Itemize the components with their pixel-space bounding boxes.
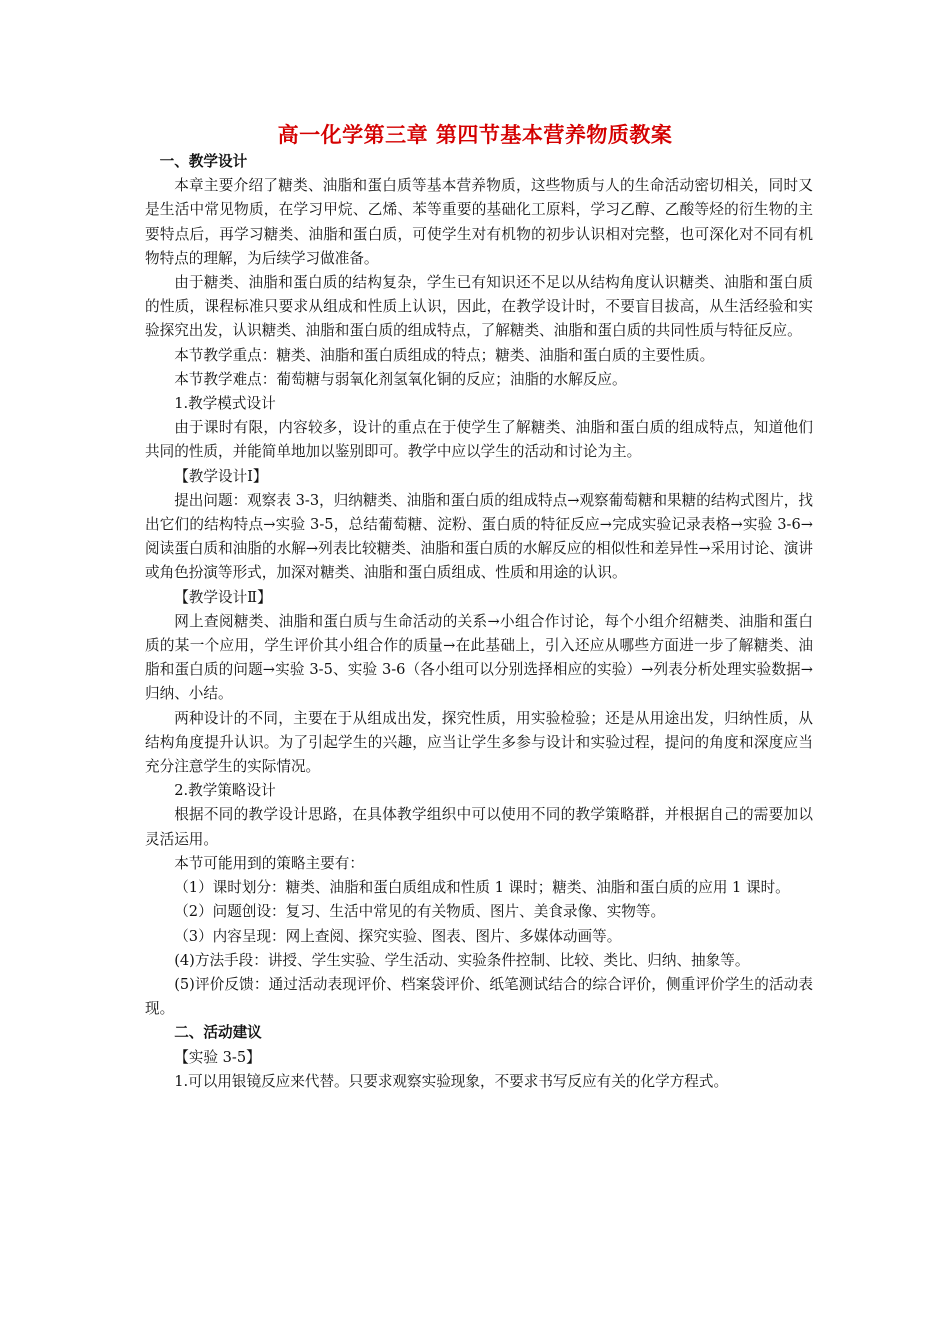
paragraph: 本节可能用到的策略主要有： [174, 854, 364, 872]
paragraph: 1.可以用银镜反应来代替。只要求观察实验现象，不要求书写反应有关的化学方程式。 [174, 1072, 729, 1090]
paragraph: 本章主要介绍了糖类、油脂和蛋白质等基本营养物质，这些物质与人的生命活动密切相关，同时又是生活中常见物质，在学习甲烷、乙烯、苯等重要的基础化工原料，学习乙醇、乙酸等烃的衍生物的主要特点后，再学习糖类、油脂和蛋白质，可使学生对有机物的初步认识相对完整，也可深化对不同有机物特点的理解，为后续学习做准备。 [145, 177, 813, 267]
document-body [145, 150, 813, 1094]
list-item: （1）课时划分：糖类、油脂和蛋白质组成和性质 1 课时；糖类、油脂和蛋白质的应用 1 课时。 [174, 879, 790, 897]
section-heading: 一、教学设计 [159, 153, 248, 170]
subsection-heading: 【教学设计Ⅱ】 [174, 588, 272, 606]
subsection-heading: 【教学设计Ⅰ】 [174, 467, 268, 485]
paragraph: 由于糖类、油脂和蛋白质的结构复杂，学生已有知识还不足以从结构角度认识糖类、油脂和蛋白质的性质，课程标准只要求从组成和性质上认识，因此，在教学设计时，不要盲目拔高，从生活经验和实验探究出发，认识糖类、油脂和蛋白质的组成特点，了解糖类、油脂和蛋白质的共同性质与特征反应。 [145, 274, 813, 340]
paragraph: 两种设计的不同，主要在于从组成出发，探究性质，用实验检验；还是从用途出发，归纳性质，从结构角度提升认识。为了引起学生的兴趣，应当让学生多参与设计和实验过程，提问的角度和深度应当充分注意学生的实际情况。 [145, 709, 813, 776]
paragraph: 本节教学难点：葡萄糖与弱氧化剂氢氧化铜的反应；油脂的水解反应。 [174, 370, 627, 388]
subsection-heading: 1.教学模式设计 [174, 395, 276, 413]
paragraph: 网上查阅糖类、油脂和蛋白质与生命活动的关系→小组合作讨论，每个小组介绍糖类、油脂和蛋白质的某一个应用，学生评价其小组合作的质量→在此基础上，引入还应从哪些方面进一步了解糖类、油脂和蛋白质的问题→实验 3-5、实验 3-6（各小组可以分别选择相应的实验）→列表分析处理实验数据→归纳、小结。 [145, 612, 813, 703]
subsection-heading: 2.教学策略设计 [174, 782, 276, 800]
list-item: （2）问题创设：复习、生活中常见的有关物质、图片、美食录像、实物等。 [174, 903, 666, 921]
paragraph: 提出问题：观察表 3-3，归纳糖类、油脂和蛋白质的组成特点→观察葡萄糖和果糖的结构式图片，找出它们的结构特点→实验 3-5，总结葡萄糖、淀粉、蛋白质的特征反应→完成实验记录表格→实验 3-6→阅读蛋白质和油脂的水解→列表比较糖类、油脂和蛋白质的水解反应的相似性和差异性→采用讨论、演讲或角色扮演等形式，加深对糖类、油脂和蛋白质组成、性质和用途的认识。 [145, 491, 813, 582]
paragraph: 本节教学重点：糖类、油脂和蛋白质组成的特点；糖类、油脂和蛋白质的主要性质。 [174, 346, 715, 364]
document-title: 高一化学第三章 第四节基本营养物质教案 [277, 123, 673, 147]
paragraph: 根据不同的教学设计思路，在具体教学组织中可以使用不同的教学策略群，并根据自己的需要加以灵活运用。 [145, 806, 813, 848]
paragraph: 由于课时有限，内容较多，设计的重点在于使学生了解糖类、油脂和蛋白质的组成特点，知道他们共同的性质，并能简单地加以鉴别即可。教学中应以学生的活动和讨论为主。 [145, 419, 813, 461]
list-item: (5)评价反馈：通过活动表现评价、档案袋评价、纸笔测试结合的综合评价，侧重评价学生的活动表现。 [145, 975, 813, 1018]
list-item: （3）内容呈现：网上查阅、探究实验、图表、图片、多媒体动画等。 [174, 927, 622, 945]
list-item: (4)方法手段：讲授、学生实验、学生活动、实验条件控制、比较、类比、归纳、抽象等。 [174, 951, 750, 969]
section-heading: 二、活动建议 [174, 1024, 262, 1042]
subsection-heading: 【实验 3-5】 [174, 1048, 261, 1066]
